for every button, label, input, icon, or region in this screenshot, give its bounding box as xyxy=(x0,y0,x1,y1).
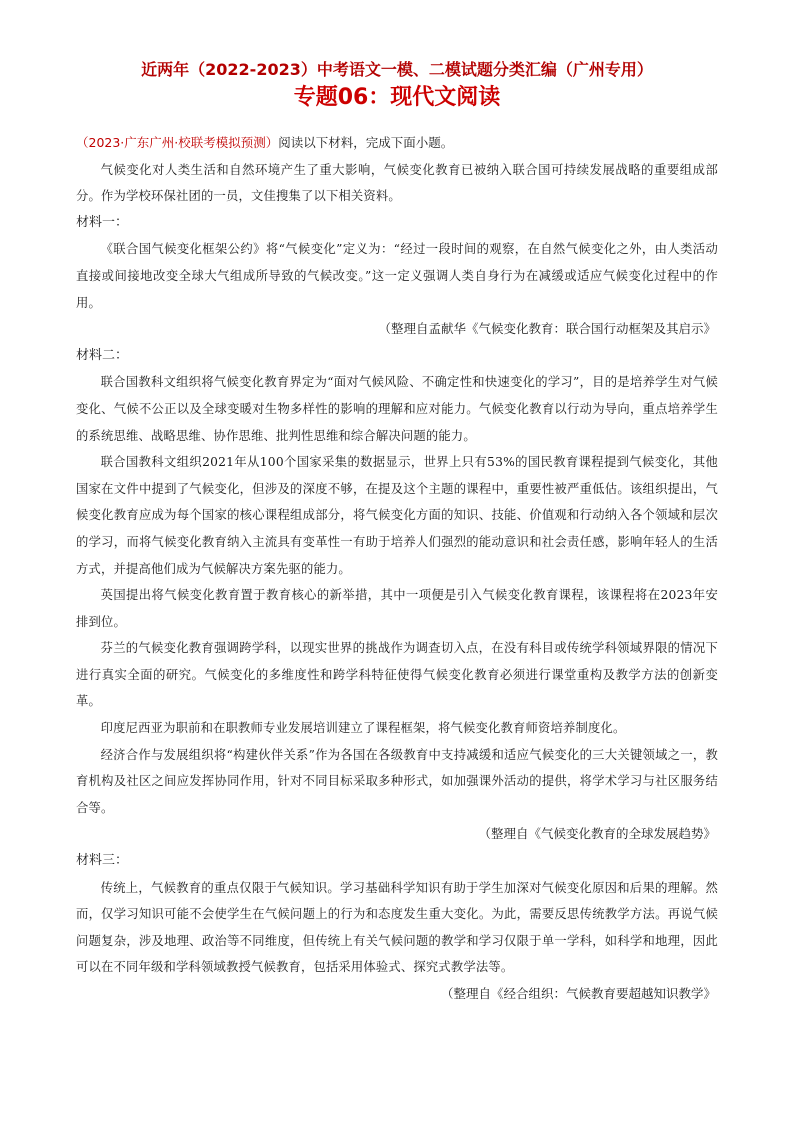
question-source-line xyxy=(76,130,718,157)
source-tag: （2023·广东广州·校联考模拟预测） xyxy=(76,135,279,150)
material-3-credit: （整理自《经合组织：气候教育要超越知识教学》 xyxy=(440,986,716,1001)
reading-content xyxy=(76,130,718,1008)
document-subtitle: 专题06：现代文阅读 xyxy=(293,85,501,110)
material-2-paragraph: 英国提出将气候变化教育置于教育核心的新举措，其中一项便是引入气候变化教育课程，该课程将在2023年安排到位。 xyxy=(76,588,718,629)
material-1-paragraph: 《联合国气候变化框架公约》将“气候变化”定义为：“经过一段时间的观察，在自然气候变化之外，由人类活动直接或间接地改变全球大气组成所导致的气候改变。”这一定义强调人类自身行为在减缓或适应气候变化过程中的作用。 xyxy=(76,242,718,310)
material-1-credit: （整理自孟献华《气候变化教育：联合国行动框架及其启示》 xyxy=(378,321,716,337)
material-2-credit: （整理自《气候变化教育的全球发展趋势》 xyxy=(478,826,716,842)
lead-paragraph: 气候变化对人类生活和自然环境产生了重大影响，气候变化教育已被纳入联合国可持续发展战略的重要组成部分。作为学校环保社团的一员，文佳搜集了以下相关资料。 xyxy=(76,162,718,204)
material-1-label: 材料一： xyxy=(76,214,129,230)
material-2-paragraph: 联合国教科文组织2021年从100个国家采集的数据显示，世界上只有53%的国民教育课程提到气候变化，其他国家在文件中提到了气候变化，但涉及的深度不够，在提及这个主题的课程中，重要性被严重低估。该组织提出，气候变化教育应成为每个国家的核心课程组成部分，将气候变化方面的知识、技能、价值观和行动纳入各个领域和层次的学习，而将气候变化教育纳入主流具有变革性一有助于培养人们强烈的能动意识和社会责任感，影响年轻人的生活方式，并提高他们成为气候解决方案先驱的能力。 xyxy=(76,455,718,576)
material-2-paragraph: 芬兰的气候变化教育强调跨学科，以现实世界的挑战作为调查切入点，在没有科目或传统学科领域界限的情况下进行真实全面的研究。气候变化的多维度性和跨学科特征使得气候变化教育必须进行课堂重构及教学方法的创新变革。 xyxy=(76,641,718,709)
instruction-text: 阅读以下材料，完成下面小题。 xyxy=(278,135,454,150)
material-2-label: 材料二： xyxy=(76,347,129,363)
material-2-paragraph: 经济合作与发展组织将“构建伙伴关系”作为各国在各级教育中支持减缓和适应气候变化的三大关键领域之一，教育机构及社区之间应发挥协同作用，针对不同目标采取多种形式，如加强课外活动的提供，将学术学习与社区服务结合等。 xyxy=(76,747,718,815)
material-2-paragraph: 联合国教科文组织将气候变化教育界定为“面对气候风险、不确定性和快速变化的学习”，目的是培养学生对气候变化、气候不公正以及全球变暖对生物多样性的影响的理解和应对能力。气候变化教育以行动为导向，重点培养学生的系统思维、战略思维、协作思维、批判性思维和综合解决问题的能力。 xyxy=(76,375,718,443)
material-3-paragraph: 传统上，气候教育的重点仅限于气候知识。学习基础科学知识有助于学生加深对气候变化原因和后果的理解。然而，仅学习知识可能不会使学生在气候问题上的行为和态度发生重大变化。为此，需要反思传统教学方法。再说气候问题复杂，涉及地理、政治等不同维度，但传统上有关气候问题的教学和学习仅限于单一学科，如科学和地理，因此可以在不同年级和学科领域教授气候教育，包括采用体验式、探究式教学法等。 xyxy=(76,880,718,975)
document-title: 近两年（2022-2023）中考语文一模、二模试题分类汇编（广州专用） xyxy=(141,60,653,79)
material-2-paragraph: 印度尼西亚为职前和在职教师专业发展培训建立了课程框架，将气候变化教育师资培养制度化。 xyxy=(100,721,626,736)
material-3-label: 材料三： xyxy=(76,853,129,869)
